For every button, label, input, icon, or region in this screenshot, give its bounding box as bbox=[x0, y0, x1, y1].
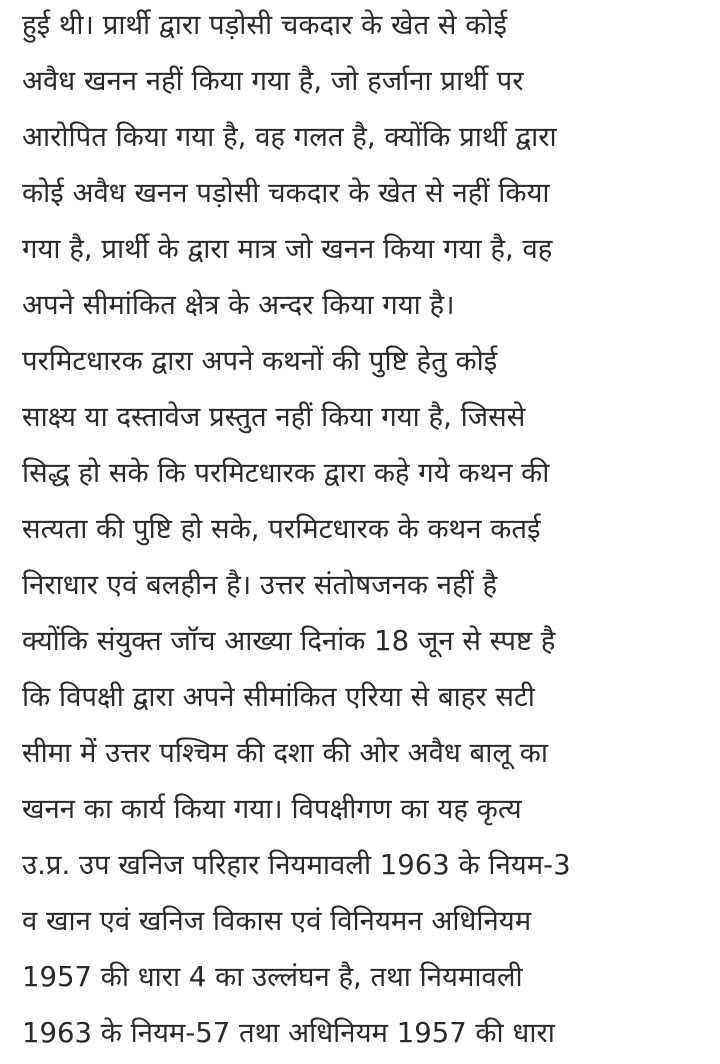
text-line: निराधार एवं बलहीन है। उत्तर संतोषजनक नहीं है bbox=[22, 569, 498, 601]
text-line: क्योंकि संयुक्त जॉच आख्या दिनांक 18 जून से स्पष्ट है bbox=[22, 625, 556, 657]
text-line: कोई अवैध खनन पड़ोसी चकदार के खेत से नहीं किया bbox=[22, 177, 550, 209]
text-line: अवैध खनन नहीं किया गया है, जो हर्जाना प्रार्थी पर bbox=[22, 65, 524, 97]
text-line: खनन का कार्य किया गया। विपक्षीगण का यह कृत्य bbox=[22, 793, 522, 825]
text-line: सिद्ध हो सके कि परमिटधारक द्वारा कहे गये कथन की bbox=[22, 457, 550, 489]
text-line: सीमा में उत्तर पश्चिम की दशा की ओर अवैध बालू का bbox=[22, 737, 549, 769]
text-line: अपने सीमांकित क्षेत्र के अन्दर किया गया है। bbox=[22, 289, 455, 321]
text-line: सत्यता की पुष्टि हो सके, परमिटधारक के कथन कतई bbox=[22, 513, 541, 545]
document-body bbox=[22, 0, 712, 1064]
text-line: कि विपक्षी द्वारा अपने सीमांकित एरिया से बाहर सटी bbox=[22, 681, 535, 713]
text-line: हुई थी। प्रार्थी द्वारा पड़ोसी चकदार के खेत से कोई bbox=[22, 9, 508, 41]
text-line: साक्ष्य या दस्तावेज प्रस्तुत नहीं किया गया है, जिससे bbox=[22, 401, 526, 433]
text-line: 1963 के नियम-57 तथा अधिनियम 1957 की धारा bbox=[22, 1017, 555, 1049]
text-line: उ.प्र. उप खनिज परिहार नियमावली 1963 के नियम-3 bbox=[22, 849, 571, 881]
text-line: 1957 की धारा 4 का उल्लंघन है, तथा नियमावली bbox=[22, 961, 523, 993]
text-line: गया है, प्रार्थी के द्वारा मात्र जो खनन किया गया है, वह bbox=[22, 233, 553, 265]
text-line: व खान एवं खनिज विकास एवं विनियमन अधिनियम bbox=[22, 905, 532, 937]
text-line: परमिटधारक द्वारा अपने कथनों की पुष्टि हेतु कोई bbox=[22, 345, 498, 377]
text-line: आरोपित किया गया है, वह गलत है, क्योंकि प्रार्थी द्वारा bbox=[22, 121, 557, 153]
